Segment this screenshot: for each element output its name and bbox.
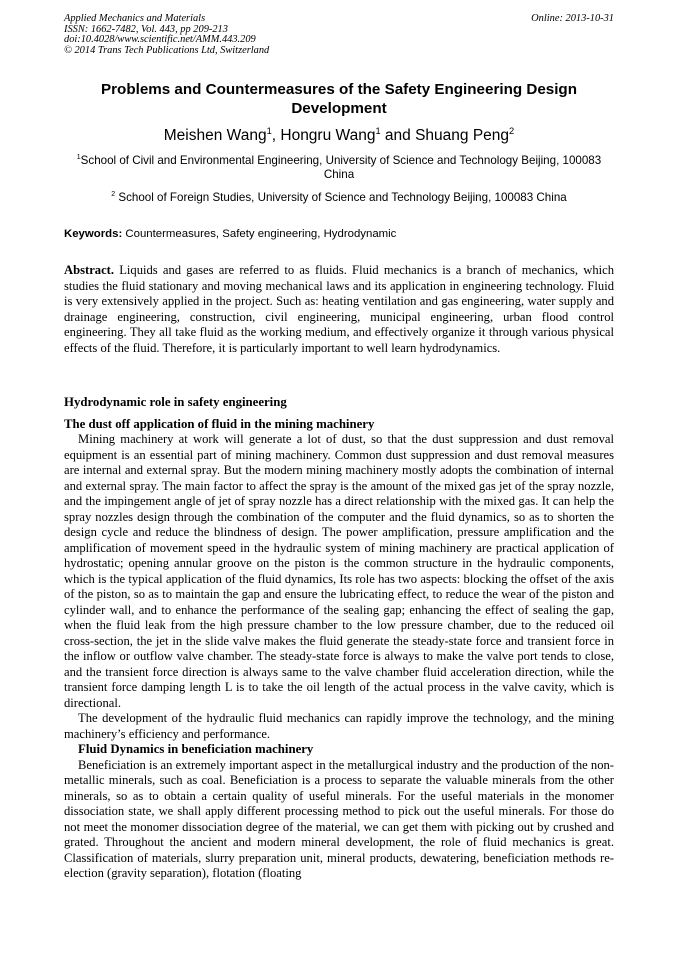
doi-line: doi:10.4028/www.scientific.net/AMM.443.209 [64, 34, 256, 46]
author-affiliation-mark: 1 [266, 125, 272, 136]
journal-header [64, 14, 269, 56]
subsection-heading: Fluid Dynamics in beneficiation machinery [78, 742, 314, 756]
affiliation-1 [64, 154, 614, 182]
paragraph: Beneficiation is an extremely important aspect in the metallurgical industry and the production of the non-metallic minerals, such as coal. Beneficiation is a process to separate the valuable minerals from the other minerals, so as to obtain a certain quality of useful minerals. For the useful materials in the monomer dissociation state, we shall apply different processing method to pick out the useful minerals. For those do not meet the monomer dissociation degree of the material, we can get them with picking out by crushed and grated. Throughout the ancient and modern mineral development, the role of fluid mechanics is great. Classification of materials, slurry preparation unit, mineral products, dewatering, beneficiation methods re-election (gravity separation), flotation (floating [64, 757, 614, 880]
abstract-text: Liquids and gases are referred to as fluids. Fluid mechanics is a branch of mechanics, which studies the fluid stationary and moving mechanical laws and its application in engineering technology. Fluid is very extensively applied in the project. Such as: heating ventilation and gas engineering, water supply and drainage engineering, construction, civil engineering, municipal engineering, urban flood control engineering. They all take fluid as the working medium, and effectively organize it through various physical effects of the fluid. Therefore, it is particularly important to well learn hydrodynamics. [64, 263, 614, 355]
affiliation-2 [64, 191, 614, 205]
paragraph: The development of the hydraulic fluid mechanics can rapidly improve the technology, and the mining machinery’s efficiency and performance. [64, 711, 614, 741]
affiliation-mark: 2 [111, 191, 116, 199]
affiliation-mark: 1 [76, 154, 81, 162]
journal-name: Applied Mechanics and Materials [64, 13, 206, 24]
keywords [64, 227, 614, 241]
issn-line: ISSN: 1662-7482, Vol. 443, pp 209-213 [64, 23, 228, 35]
paper-title: Problems and Countermeasures of the Safety Engineering Design Development [101, 81, 577, 117]
author-affiliation-mark: 1 [375, 125, 381, 136]
author-affiliation-mark: 2 [509, 125, 515, 136]
abstract-label: Abstract. [64, 263, 115, 277]
author-separator: and [380, 127, 416, 144]
author-separator: , [271, 127, 281, 144]
author-name: Shuang Peng [415, 127, 510, 144]
affiliation-text: School of Civil and Environmental Engineering, University of Science and Technology Beijing, 100083 China [80, 154, 602, 181]
keywords-text: Countermeasures, Safety engineering, Hydrodynamic [122, 228, 397, 240]
author-name: Meishen Wang [163, 127, 267, 144]
section-hydrodynamic-role [64, 395, 614, 882]
author-list [64, 127, 614, 145]
keywords-label: Keywords: [64, 228, 123, 240]
abstract [64, 263, 614, 356]
subsection-heading: The dust off application of fluid in the mining machinery [64, 416, 375, 431]
author-name: Hongru Wang [280, 127, 376, 144]
online-date: Online: 2013-10-31 [531, 13, 614, 24]
affiliation-text: School of Foreign Studies, University of Science and Technology Beijing, 100083 China [115, 191, 567, 204]
copyright-line: © 2014 Trans Tech Publications Ltd, Switzerland [64, 44, 270, 56]
section-heading: Hydrodynamic role in safety engineering [64, 395, 287, 409]
paragraph: Mining machinery at work will generate a lot of dust, so that the dust suppression and dust removal equipment is an essential part of mining machinery. Common dust suppression and dust removal measures are internal and external spray. But the modern mining machinery mostly adopts the combination of internal and external spray. The main factor to affect the spray is the amount of the mixed gas jet of the spray nozzle, and the impingement angle of jet of spray nozzle has a direct relationship with the mixed gas. It can help the spray nozzles design through the combination of the computer and the fluid dynamics, so as to shorten the design cycle and reduce the blindness of design. The power amplification, pressure amplification and the amplification of movement speed in the hydraulic system of mining machinery are practical application of hydrostatic; opening annular groove on the piston is the common structure in the hydraulic components, which is the typical application of the fluid dynamics, Its role has two aspects: blocking the offset of the axis of the piston, so as to maintain the gap and ensure the lubricating effect, to reduce the wear of the piston and cylinder wall, and to enhance the performance of the sealing gap; enhancing the effect of sealing the gap, when the fluid leak from the high pressure chamber to the low pressure chamber, due to the reduced oil cross-section, the jet in the slide valve makes the fluid generate the steady-state force and transient force in the inflow or outflow valve chamber. The steady-state force is always to make the valve port tends to close, and the transient force direction is always same to the valve chamber fluid acceleration direction, while the transient force damping length L is to take the oil length of the actual process in the valve cavity, which is directional. [64, 432, 614, 710]
